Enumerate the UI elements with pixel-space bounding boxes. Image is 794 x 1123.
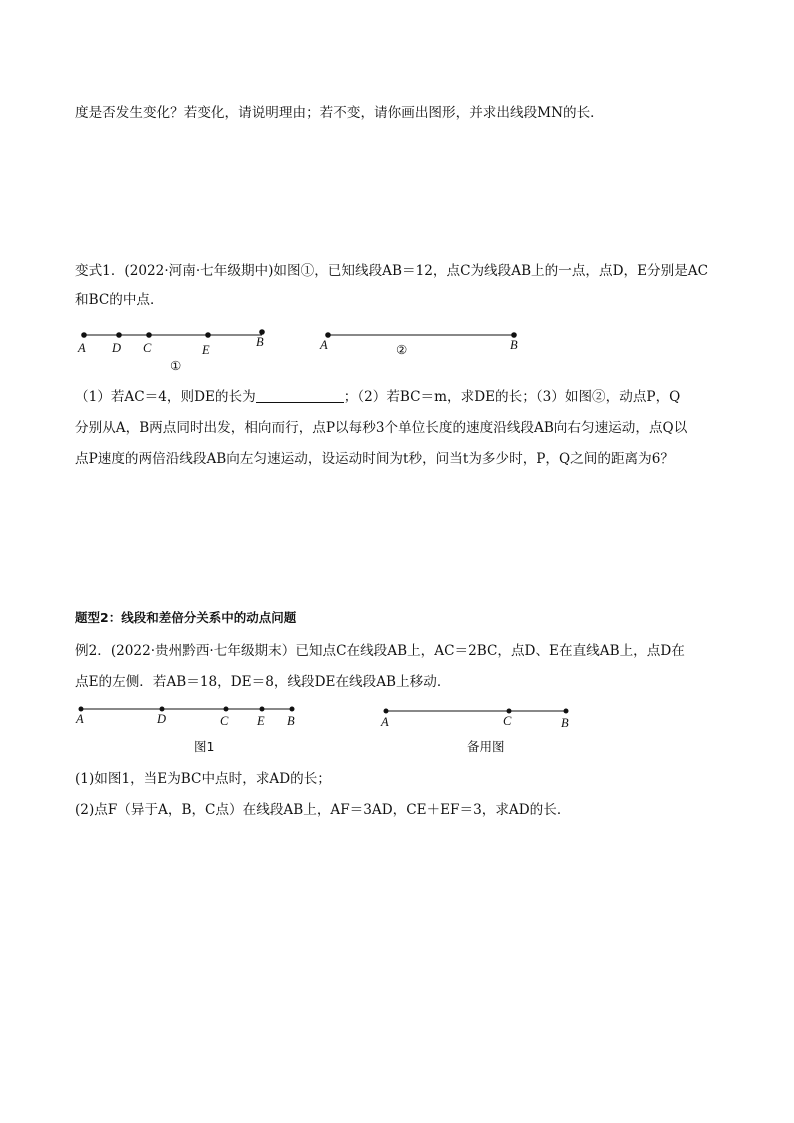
- label-d: D: [112, 341, 122, 355]
- point-a: [325, 332, 331, 338]
- label-c: C: [143, 341, 152, 355]
- figure-3-caption: 图1: [194, 739, 215, 754]
- point-a: [81, 332, 87, 338]
- label-a: A: [381, 715, 389, 729]
- label-e: E: [257, 714, 265, 728]
- point-d: [116, 332, 122, 338]
- point-c: [224, 707, 229, 712]
- label-c: C: [220, 714, 229, 728]
- example-2-question-2: (2)点F（异于A，B，C点）在线段AB上，AF＝3AD，CE＋EF＝3，求AD的长．: [75, 802, 571, 818]
- label-b: B: [561, 716, 569, 730]
- point-c: [146, 332, 152, 338]
- label-b: B: [256, 335, 264, 349]
- point-a: [384, 709, 389, 714]
- point-e: [205, 332, 211, 338]
- label-d: D: [157, 712, 167, 726]
- label-a: A: [320, 338, 328, 352]
- answer-blank[interactable]: [256, 388, 344, 403]
- example-2-stem: 例2．(2022·贵州黔西·七年级期末）已知点C在线段AB上，AC＝2BC，点D、E在直线AB上，点D在: [75, 643, 685, 659]
- point-d: [160, 707, 165, 712]
- point-c: [507, 709, 512, 714]
- point-b: [290, 707, 295, 712]
- example-2-question-1: (1)如图1，当E为BC中点时，求AD的长；: [75, 771, 331, 787]
- label-e: E: [202, 343, 210, 357]
- question-1-text: （1）若AC＝4，则DE的长为: [75, 389, 256, 405]
- exercise-1-questions: [75, 387, 680, 407]
- figure-2-caption: ②: [396, 342, 408, 357]
- point-a: [79, 707, 84, 712]
- exercise-1-stem-cont: 和BC的中点．: [75, 292, 164, 308]
- exercise-1-questions-cont: 分别从A，B两点同时出发，相向而行，点P以每秒3个单位长度的速度沿线段AB向右匀速运动，点Q以: [75, 420, 688, 436]
- figure-2: [319, 332, 518, 357]
- figure-1-caption: ①: [170, 358, 182, 373]
- text-line-1: 度是否发生变化？若变化，请说明理由；若不变，请你画出图形，并求出线段MN的长．: [75, 105, 604, 121]
- label-c: C: [503, 714, 512, 728]
- exercise-1-questions-end: 点P速度的两倍沿线段AB向左匀速运动，设运动时间为t秒，问当t为多少时，P，Q之间的距离为6？: [75, 451, 674, 467]
- exercise-1-stem: 变式1．(2022·河南·七年级期中)如图①，已知线段AB＝12，点C为线段AB上的一点，点D，E分别是AC: [75, 263, 709, 279]
- figure-3: [75, 707, 295, 755]
- point-b: [511, 332, 517, 338]
- point-b: [259, 329, 265, 335]
- figure-1: [77, 329, 265, 373]
- label-a: A: [76, 712, 84, 726]
- section-heading: 题型2：线段和差倍分关系中的动点问题: [75, 610, 297, 625]
- point-b: [564, 709, 569, 714]
- point-e: [260, 707, 265, 712]
- figure-4: [380, 709, 569, 755]
- label-a: A: [78, 341, 86, 355]
- example-2-stem-cont: 点E的左侧．若AB＝18，DE＝8，线段DE在线段AB上移动．: [75, 674, 451, 690]
- label-b: B: [510, 338, 518, 352]
- question-2-3-text: ；（2）若BC＝m，求DE的长；（3）如图②，动点P，Q: [343, 389, 681, 405]
- figure-4-caption: 备用图: [467, 739, 505, 754]
- label-b: B: [287, 714, 295, 728]
